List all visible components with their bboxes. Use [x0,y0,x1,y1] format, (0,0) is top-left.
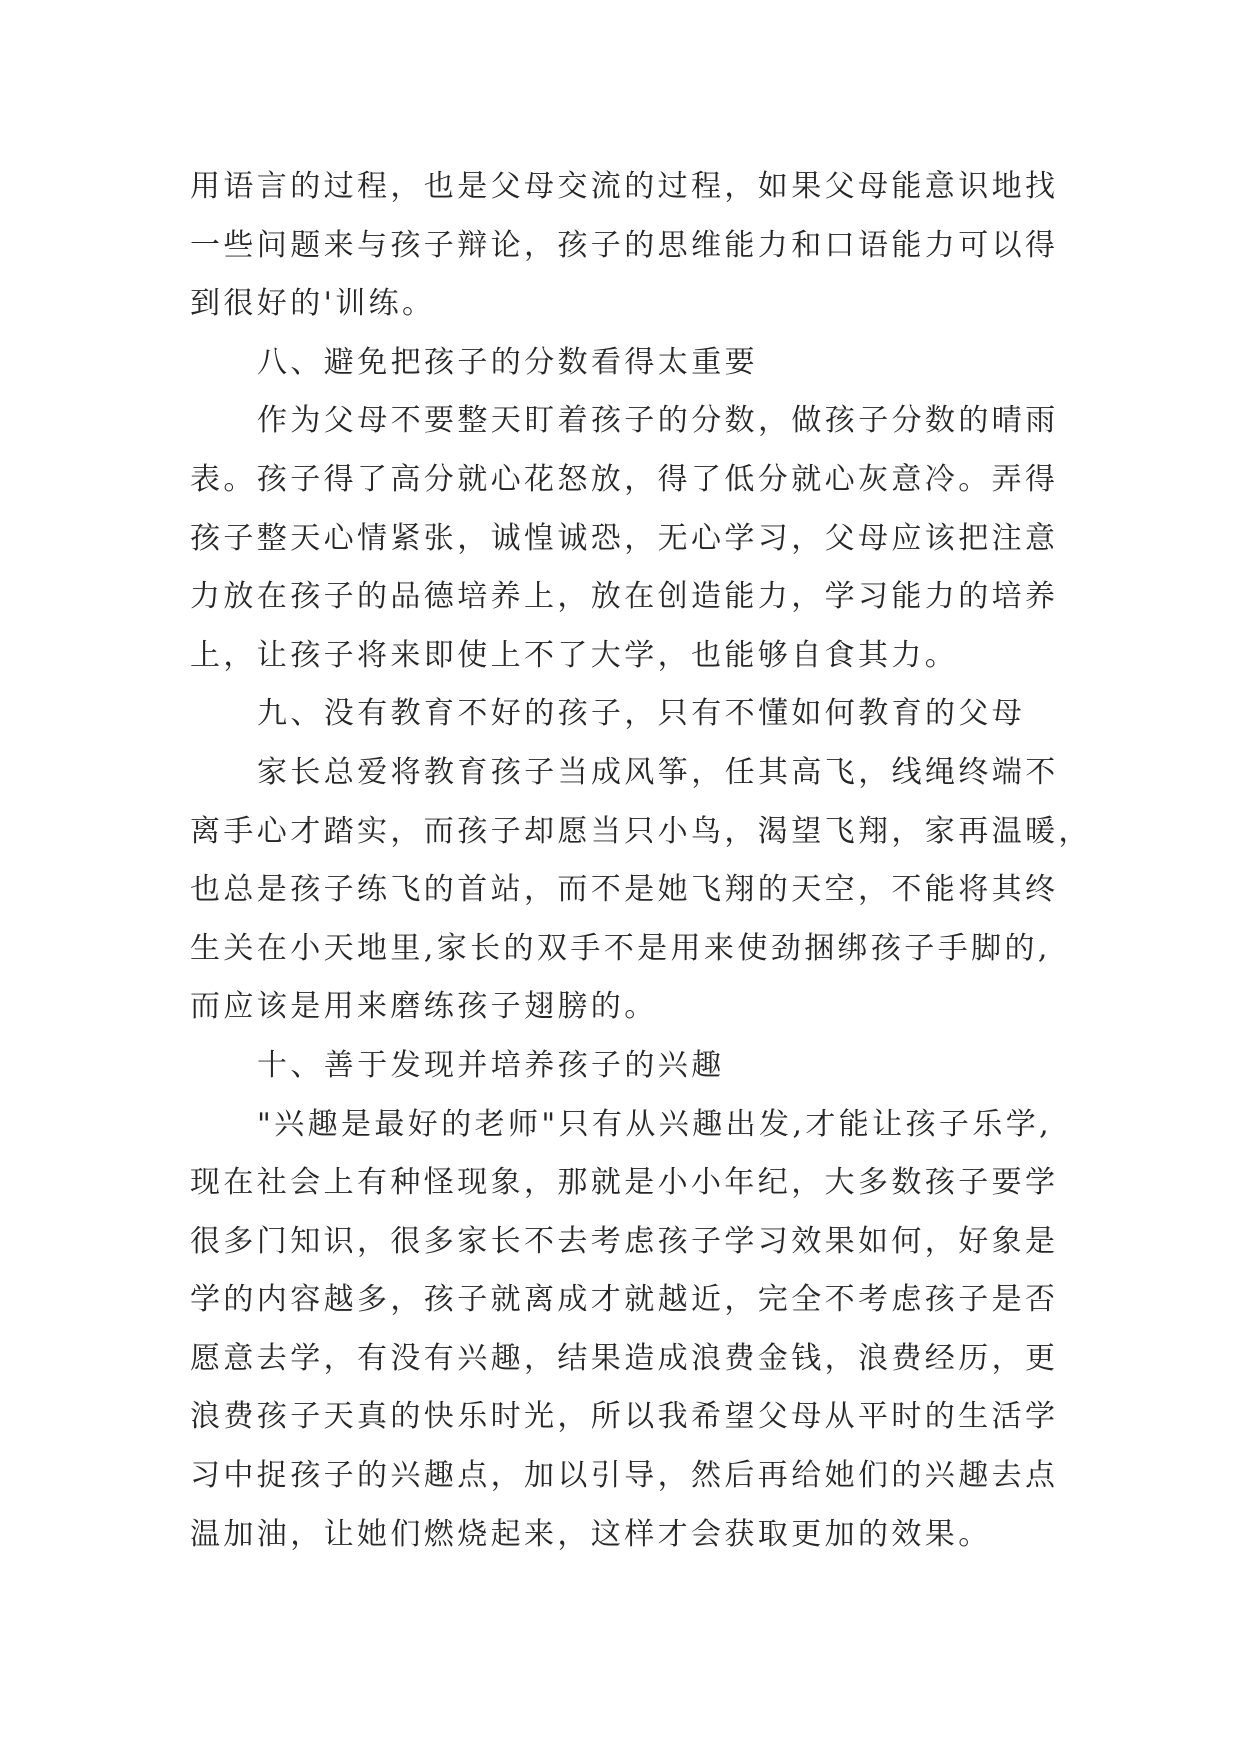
text-line: 也总是孩子练飞的首站，而不是她飞翔的天空，不能将其终 [190,872,1059,908]
text-line: "兴趣是最好的老师"只有从兴趣出发,才能让孩子乐学, [257,1106,1053,1142]
text-line: 温加油，让她们燃烧起来，这样才会获取更加的效果。 [190,1516,992,1552]
section-heading-9: 九、没有教育不好的孩子，只有不懂如何教育的父母 [257,696,1026,732]
section-heading-8: 八、避免把孩子的分数看得太重要 [257,344,758,380]
text-line: 力放在孩子的品德培养上，放在创造能力，学习能力的培养 [190,579,1059,615]
text-line: 现在社会上有种怪现象，那就是小小年纪，大多数孩子要学 [190,1165,1059,1201]
text-line: 生关在小天地里,家长的双手不是用来使劲捆绑孩子手脚的, [190,930,1051,966]
text-line: 一些问题来与孩子辩论，孩子的思维能力和口语能力可以得 [190,227,1059,263]
text-line: 浪费孩子天真的快乐时光，所以我希望父母从平时的生活学 [190,1399,1059,1435]
text-line: 而应该是用来磨练孩子翅膀的。 [190,989,658,1025]
text-line: 很多门知识，很多家长不去考虑孩子学习效果如何，好象是 [190,1223,1059,1259]
text-line: 作为父母不要整天盯着孩子的分数，做孩子分数的晴雨 [257,403,1059,439]
body-text [190,158,1092,1564]
text-line: 孩子整天心情紧张，诚惶诚恐，无心学习，父母应该把注意 [190,520,1059,556]
text-line: 家长总爱将教育孩子当成风筝，任其高飞，线绳终端不 [257,754,1059,790]
text-line: 用语言的过程，也是父母交流的过程，如果父母能意识地找 [190,169,1059,204]
text-line: 愿意去学，有没有兴趣，结果造成浪费金钱，浪费经历，更 [190,1340,1059,1376]
text-line: 学的内容越多，孩子就离成才就越近，完全不考虑孩子是否 [190,1282,1059,1318]
text-line: 表。孩子得了高分就心花怒放，得了低分就心灰意冷。弄得 [190,461,1059,497]
text-line: 上，让孩子将来即使上不了大学，也能够自食其力。 [190,637,959,673]
text-line: 离手心才踏实，而孩子却愿当只小鸟，渴望飞翔，家再温暖， [190,813,1092,849]
text-line: 习中捉孩子的兴趣点，加以引导，然后再给她们的兴趣去点 [190,1458,1059,1494]
text-line: 到很好的'训练。 [190,286,436,322]
section-heading-10: 十、善于发现并培养孩子的兴趣 [257,1047,725,1083]
